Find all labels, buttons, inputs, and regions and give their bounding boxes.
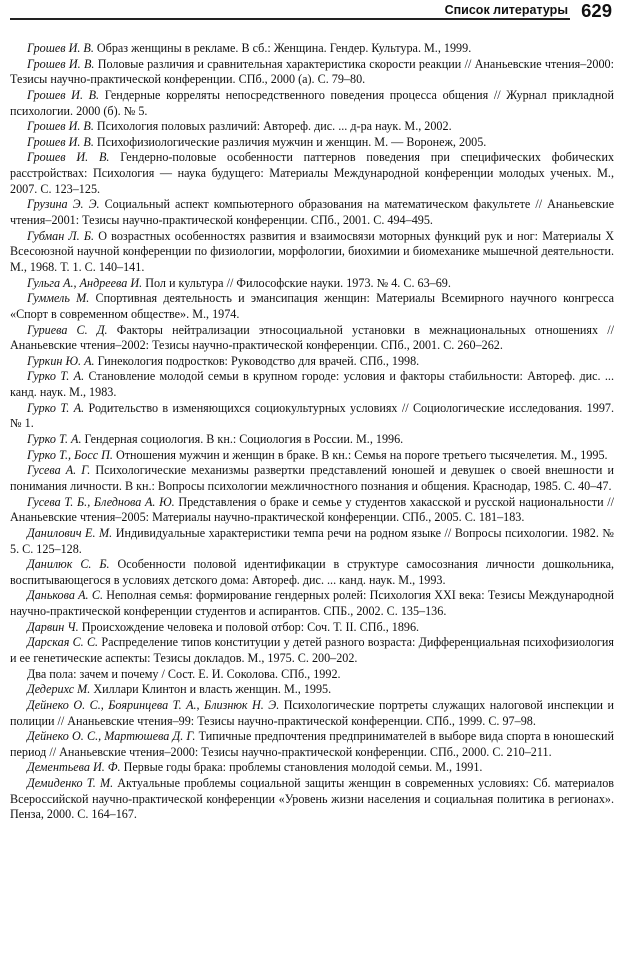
reference-text: Отношения мужчин и женщин в браке. В кн.: Семья на пороге третьего тысячелетия. М., 1995. bbox=[112, 447, 608, 462]
reference-text: Актуальные проблемы социальной защиты женщин в современных условиях: Сб. материалов Всероссийской научно-практической конференции «Уровень жизни населения и социальная политика в регионах». Пенза, 2000. С. 164–167. bbox=[10, 776, 614, 822]
reference-author: Гусева А. Г. bbox=[27, 463, 91, 478]
reference-entry bbox=[10, 495, 614, 526]
reference-text: Типичные предпочтения предпринимателей в выборе вида спорта в юношеский период // Ананьевские чтения–2000: Тезисы научно-практической конференции. СПб., 2000. С. 210–211. bbox=[10, 729, 615, 759]
reference-author: Грузина Э. Э. bbox=[27, 197, 100, 212]
reference-entry bbox=[10, 557, 614, 588]
reference-text: Первые годы брака: проблемы становления молодой семьи. М., 1991. bbox=[120, 760, 483, 775]
reference-author: Гуммель М. bbox=[27, 291, 90, 306]
reference-text: Гендерные корреляты непосредственного поведения процесса общения // Журнал прикладной психологии. 2000 (б). № 5. bbox=[10, 87, 614, 118]
reference-text: Психофизиологические различия мужчин и женщин. М. — Воронеж, 2005. bbox=[93, 134, 487, 149]
reference-text: Особенности половой идентификации в структуре самосознания личности дошкольника, воспитывающегося в условиях детского дома: Автореф. дис. ... канд. наук. М., 1993. bbox=[10, 557, 615, 587]
reference-text: Неполная семья: формирование гендерных ролей: Психология XXI века: Тезисы Международной научно-практической конференции студентов и аспирантов. СПБ., 2002. С. 135–136. bbox=[10, 588, 614, 619]
reference-author: Гурко Т., Босс П. bbox=[27, 447, 113, 462]
running-header bbox=[0, 0, 620, 26]
reference-author: Губман Л. Б. bbox=[27, 228, 95, 243]
reference-text: Психология половых различий: Автореф. дис. ... д-ра наук. М., 2002. bbox=[93, 119, 452, 134]
reference-text: Гендерно-половые особенности паттернов поведения при специфических фобических расстройствах: Психология — наука будущего: Материалы Международной конференции молодых ученых. М., 2007. С. 123–125. bbox=[10, 150, 615, 196]
reference-text: Спортивная деятельность и эмансипация женщин: Материалы Всемирного научного конгресса «Спорт в современном обществе». М., 1974. bbox=[10, 291, 615, 321]
reference-author: Дарвин Ч. bbox=[27, 619, 79, 634]
reference-entry bbox=[10, 776, 614, 823]
reference-text: Становление молодой семьи в крупном городе: условия и факторы стабильности: Автореф. дис. ... канд. наук. М., 1983. bbox=[10, 369, 615, 400]
reference-author: Дейнеко О. С., Бояринцева Т. А., Близнюк Н. Э. bbox=[27, 697, 280, 712]
reference-text: Половые различия и сравнительная характеристика скорости реакции // Ананьевские чтения–2000: Тезисы научно-практической конференции. СПб., 2000 (а). С. 79–80. bbox=[10, 56, 614, 87]
reference-entry bbox=[10, 119, 614, 135]
reference-author: Гуркин Ю. А. bbox=[27, 353, 95, 368]
reference-text: Пол и культура // Философские науки. 1973. № 4. С. 63–69. bbox=[142, 275, 451, 290]
reference-entry bbox=[10, 635, 614, 666]
reference-entry bbox=[10, 276, 614, 292]
reference-entry bbox=[10, 729, 614, 760]
reference-text: О возрастных особенностях развития и взаимосвязи моторных функций рук и ног: Материалы X Всесоюзной научной конференции по физиологии, морфологии, биохимии и биомеханике мышечной деятельности. М., 1968. Т. 1. С. 140–141. bbox=[10, 228, 614, 274]
reference-author: Грошев И. В. bbox=[27, 56, 95, 71]
reference-author: Грошев И. В. bbox=[27, 41, 94, 55]
header-rule bbox=[10, 18, 570, 20]
reference-entry bbox=[10, 229, 614, 276]
reference-entry bbox=[10, 620, 614, 636]
reference-author: Демиденко Т. М. bbox=[27, 776, 114, 791]
reference-entry bbox=[10, 369, 614, 400]
reference-author: Гульга А., Андреева И. bbox=[27, 275, 143, 290]
reference-entry bbox=[10, 448, 614, 464]
reference-entry bbox=[10, 463, 614, 494]
reference-entry bbox=[10, 698, 614, 729]
reference-entry bbox=[10, 41, 614, 57]
reference-author: Гурко Т. А. bbox=[27, 432, 82, 447]
reference-entry bbox=[10, 354, 614, 370]
reference-entry bbox=[10, 588, 614, 619]
reference-author: Гусева Т. Б., Бледнова А. Ю. bbox=[27, 494, 175, 509]
reference-author: Данькова А. С. bbox=[27, 588, 103, 603]
reference-entry bbox=[10, 291, 614, 322]
reference-text: Психологические механизмы развертки представлений юношей и девушек о своей внешности и понимания личности. В кн.: Вопросы психологии межличностного познания и общения. Краснодар, 1985. С. 40–47. bbox=[10, 463, 614, 493]
reference-text: Распределение типов конституции у детей разного возраста: Дифференциальная психофизиология и ее генетические аспекты: Тезисы докладов. М., 1975. С. 200–202. bbox=[10, 635, 614, 665]
reference-entry bbox=[10, 88, 614, 119]
reference-author: Грошев И. В. bbox=[27, 119, 94, 134]
reference-text: Два пола: зачем и почему / Сост. Е. И. Соколова. СПб., 1992. bbox=[27, 666, 341, 681]
reference-entry bbox=[10, 401, 614, 432]
reference-entry bbox=[10, 432, 614, 448]
reference-author: Данилович Е. М. bbox=[27, 525, 113, 540]
reference-text: Гинекология подростков: Руководство для врачей. СПб., 1998. bbox=[94, 353, 420, 368]
reference-author: Грошев И. В. bbox=[27, 150, 110, 165]
reference-text: Социальный аспект компьютерного образования на математическом факультете // Ананьевские чтения–2001: Тезисы научно-практической конференции. СПб., 2001. С. 494–495. bbox=[10, 197, 614, 228]
reference-author: Грошев И. В. bbox=[27, 134, 94, 149]
reference-entry bbox=[10, 135, 614, 151]
reference-entry bbox=[10, 682, 614, 698]
reference-text: Представления о браке и семье у студентов хакасской и русской национальности // Ананьевские чтения–2005: Материалы научно-практической конференции. СПб., 2005. С. 181–183. bbox=[10, 494, 614, 525]
reference-author: Гурко Т. А. bbox=[27, 369, 85, 384]
reference-entry bbox=[10, 150, 614, 197]
reference-author: Дементьева И. Ф. bbox=[27, 760, 121, 775]
reference-author: Гурко Т. А. bbox=[27, 400, 85, 415]
reference-entry bbox=[10, 760, 614, 776]
reference-entry bbox=[10, 323, 614, 354]
reference-author: Данилюк С. Б. bbox=[27, 557, 110, 572]
reference-text: Психологические портреты служащих налоговой инспекции и полиции // Ананьевские чтения–99: Тезисы научно-практической конференции. СПб., 1999. С. 97–98. bbox=[10, 697, 614, 728]
reference-text: Происхождение человека и половой отбор: Соч. Т. II. СПб., 1896. bbox=[78, 619, 420, 634]
reference-entry bbox=[10, 57, 614, 88]
reference-text: Факторы нейтрализации этносоциальной установки в межнациональных отношениях // Ананьевские чтения–2002: Тезисы научно-практической конференции. СПб., 2001. С. 260–262. bbox=[10, 322, 614, 353]
reference-author: Дарская С. С. bbox=[27, 635, 99, 650]
reference-entry bbox=[10, 526, 614, 557]
reference-text: Родительство в изменяющихся социокультурных условиях // Социологические исследования. 1997. № 1. bbox=[10, 400, 614, 431]
reference-entry bbox=[10, 667, 614, 683]
page-number: 629 bbox=[581, 0, 612, 21]
reference-author: Дедерихс М. bbox=[27, 682, 91, 697]
reference-author: Дейнеко О. С., Мартюшева Д. Г. bbox=[27, 729, 196, 744]
reference-text: Хиллари Клинтон и власть женщин. М., 1995. bbox=[90, 682, 332, 697]
section-title: Список литературы bbox=[444, 3, 568, 17]
reference-author: Гуриева С. Д. bbox=[27, 322, 108, 337]
reference-text: Образ женщины в рекламе. В сб.: Женщина. Гендер. Культура. М., 1999. bbox=[93, 41, 472, 55]
reference-text: Индивидуальные характеристики темпа речи на родном языке // Вопросы психологии. 1982. № 5. С. 125–128. bbox=[10, 525, 614, 556]
reference-author: Грошев И. В. bbox=[27, 87, 100, 102]
reference-text: Гендерная социология. В кн.: Социология в России. М., 1996. bbox=[81, 432, 404, 447]
reference-entry bbox=[10, 197, 614, 228]
reference-list bbox=[10, 41, 614, 823]
